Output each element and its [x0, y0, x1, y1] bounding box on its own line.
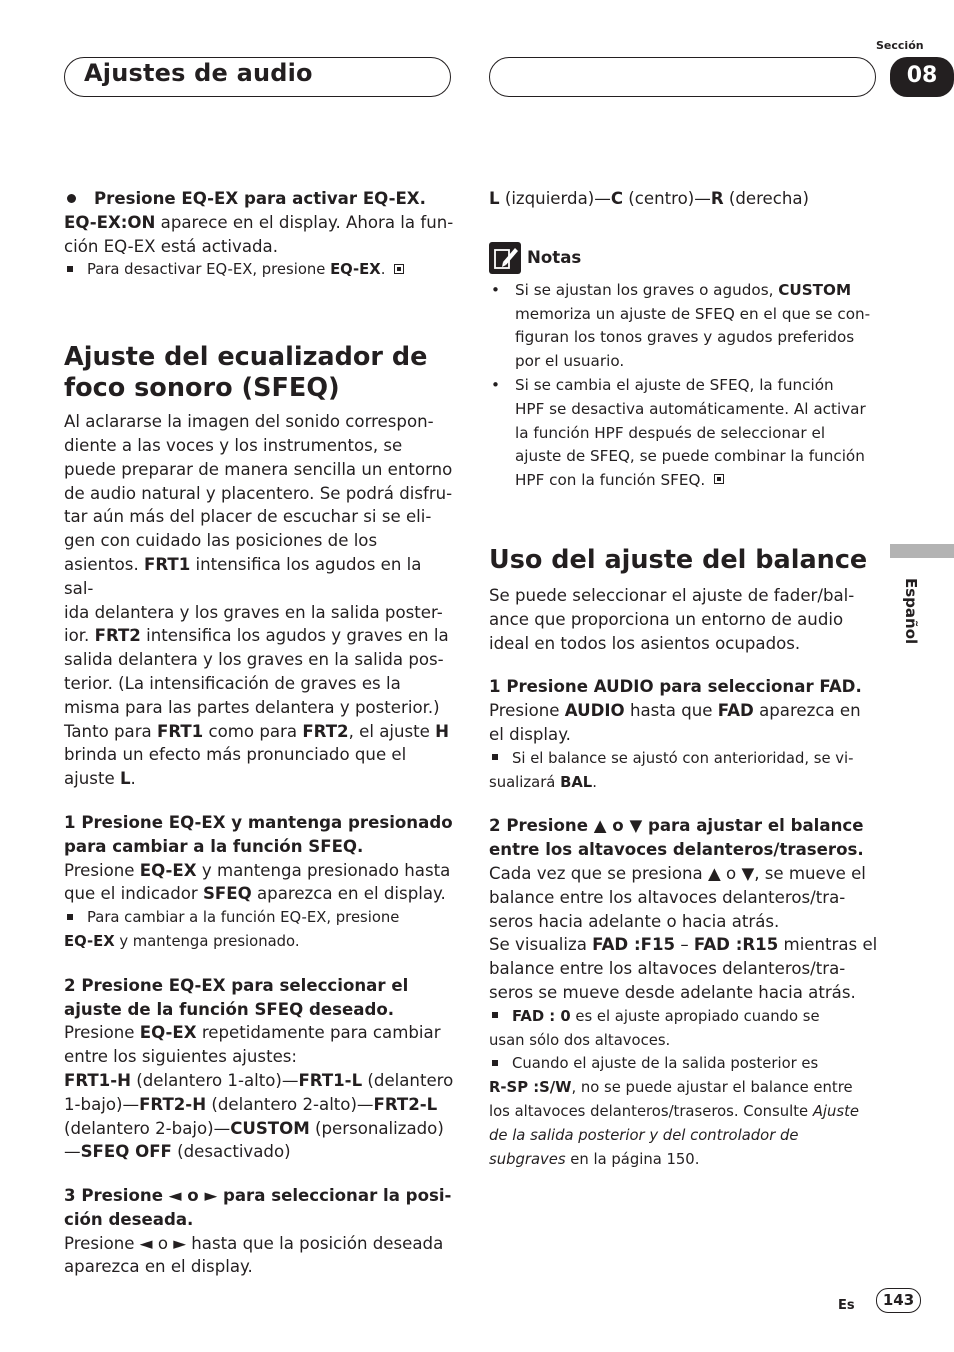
note-line: [489, 469, 881, 493]
balance-step2-note-line: [489, 1076, 881, 1100]
text: Presione: [64, 1023, 140, 1043]
text: EQ-EX: [64, 932, 115, 950]
text: FAD : 0: [512, 1007, 571, 1025]
text: y mantenga presionado hasta: [196, 860, 451, 880]
text: mientras el: [778, 935, 878, 955]
text: Se visualiza: [489, 935, 593, 955]
text: R-SP :S/W: [489, 1079, 572, 1097]
step2-settings: [64, 1069, 454, 1093]
text: EQ-EX: [139, 1023, 197, 1043]
note-line: HPF se desactiva automáticamente. Al activar: [515, 399, 866, 418]
text: FRT2: [302, 721, 349, 741]
text: asientos.: [64, 554, 145, 574]
note-line: por el usuario.: [515, 352, 625, 371]
balance-step2-para: Cada vez que se presiona ▲ o ▼, se mueve el: [489, 863, 866, 883]
note-square-icon: [67, 266, 73, 272]
balance-step2-para: balance entre los altavoces delanteros/tra-: [489, 959, 846, 979]
note-line: la función HPF después de seleccionar el: [515, 423, 826, 442]
language-tab-bar: [890, 544, 954, 558]
balance-step2-note-line: usan sólo dos altavoces.: [489, 1031, 671, 1049]
text: SFEQ: [202, 884, 252, 904]
step1-para: [64, 882, 454, 906]
end-mark-icon: [714, 474, 724, 484]
text: H: [435, 721, 450, 741]
step1-heading: 1 Presione EQ-EX y mantenga presionado: [64, 812, 453, 832]
balance-step1-heading: 1 Presione AUDIO para seleccionar FAD.: [489, 677, 862, 697]
text: Presione: [64, 860, 140, 880]
text: SFEQ OFF: [80, 1142, 172, 1162]
balance-step1-para: el display.: [489, 724, 571, 744]
balance-step2-para: seros se mueve desde adelante hacia atrás.: [489, 982, 856, 1002]
eqex-note: [64, 258, 454, 282]
text: .: [130, 769, 136, 789]
notes-title: Notas: [527, 247, 582, 267]
bullet-dot-icon: [67, 194, 76, 203]
text: 1-bajo)—: [64, 1094, 140, 1114]
sfeq-heading: Ajuste del ecualizador de: [64, 342, 428, 373]
page-title: Ajustes de audio: [84, 59, 313, 87]
language-tab-label: Español: [902, 578, 920, 645]
note-item: [489, 279, 881, 303]
text: FRT2-H: [139, 1094, 207, 1114]
balance-intro-line: ance que proporciona un entorno de audio: [489, 609, 844, 629]
text: (delantero 2-alto)—: [206, 1094, 374, 1114]
sfeq-intro-line: Al aclararse la imagen del sonido correspon-: [64, 412, 434, 432]
sfeq-intro-line: salida delantera y los graves en la salida pos-: [64, 650, 444, 670]
left-column: [64, 187, 454, 1279]
text: (delantero 2-bajo)—: [64, 1118, 231, 1138]
step1-para: [64, 859, 454, 883]
text: los altavoces delanteros/traseros. Consulte: [489, 1102, 813, 1120]
text: que el indicador: [64, 884, 203, 904]
text: , el ajuste: [348, 721, 436, 741]
step1-note-line2: [64, 930, 454, 954]
step2-settings: [64, 1117, 454, 1141]
step2-para: [64, 1021, 454, 1045]
text: Si el balance se ajustó con anterioridad, se vi-: [512, 749, 854, 767]
page-number-badge: 143: [876, 1288, 921, 1313]
text: (derecha): [723, 189, 810, 208]
cross-reference-link[interactable]: de la salida posterior y del controlador de: [489, 1126, 799, 1144]
text: .: [380, 261, 386, 279]
text: ajuste: [64, 769, 120, 789]
sfeq-intro-line: diente a las voces y los instrumentos, se: [64, 435, 403, 455]
text: aparezca en: [753, 701, 861, 721]
text: FAD :F15: [592, 935, 676, 955]
step3-heading: 3 Presione ◄ o ► para seleccionar la posi-: [64, 1186, 452, 1206]
text: y mantenga presionado.: [114, 932, 300, 950]
sfeq-intro-line: brinda un efecto más pronunciado que el: [64, 745, 407, 765]
sfeq-intro-line: gen con cuidado las posiciones de los: [64, 531, 378, 551]
sfeq-heading-line2: foco sonoro (SFEQ): [64, 373, 340, 404]
text: —: [64, 1142, 81, 1162]
note-line: figuran los tonos graves y agudos preferidos: [515, 328, 855, 347]
sfeq-intro-line: ida delantera y los graves en la salida poster-: [64, 602, 443, 622]
text: Para desactivar EQ-EX, presione: [87, 261, 331, 279]
step1-note: [64, 906, 454, 930]
text: ior.: [64, 626, 95, 646]
sfeq-intro-line: [64, 553, 454, 601]
header-empty-pill: [489, 57, 876, 97]
position-options: [489, 187, 881, 211]
text: aparezca en el display.: [251, 884, 446, 904]
text: (desactivado): [171, 1142, 291, 1162]
text: Para cambiar a la función EQ-EX, presione: [87, 909, 400, 927]
balance-intro-line: ideal en todos los asientos ocupados.: [489, 633, 801, 653]
text: repetidamente para cambiar: [196, 1023, 441, 1043]
step2-para: entre los siguientes ajustes:: [64, 1047, 298, 1067]
text: Cuando el ajuste de la salida posterior es: [512, 1055, 819, 1073]
text: hasta que: [624, 701, 718, 721]
text: en la página 150.: [565, 1150, 700, 1168]
balance-step2-note-line: [489, 1148, 881, 1172]
section-label: Sección: [876, 39, 924, 52]
right-column: [489, 187, 881, 1171]
text: EQ-EX: [139, 860, 197, 880]
cross-reference-link[interactable]: subgraves: [489, 1150, 566, 1168]
sfeq-intro-line: de audio natural y placentero. Se podrá disfru-: [64, 483, 453, 503]
text: es el ajuste apropiado cuando se: [570, 1007, 820, 1025]
balance-step2-note-line: [489, 1100, 881, 1124]
balance-step2-para: seros hacia adelante o hacia atrás.: [489, 911, 780, 931]
sfeq-intro-line: tar aún más del placer de escuchar si se eli-: [64, 507, 432, 527]
step2-settings: [64, 1093, 454, 1117]
step1-heading-line2: para cambiar a la función SFEQ.: [64, 836, 364, 856]
balance-step1-note: [489, 747, 881, 771]
text: (izquierda)—: [499, 189, 611, 208]
footer-lang-code: Es: [838, 1298, 855, 1313]
text: Si se ajustan los graves o agudos,: [515, 280, 779, 299]
text: C: [610, 189, 624, 208]
note-square-icon: [67, 914, 73, 920]
step3-heading-line2: ción deseada.: [64, 1209, 194, 1229]
step3-para: aparezca en el display.: [64, 1257, 253, 1277]
cross-reference-link[interactable]: Ajuste: [812, 1102, 860, 1120]
balance-step2-heading: 2 Presione ▲ o ▼ para ajustar el balance: [489, 816, 864, 836]
text: FAD :R15: [693, 935, 779, 955]
eqex-para: [64, 211, 454, 235]
sfeq-intro-line: puede preparar de manera sencilla un entorno: [64, 459, 453, 479]
sfeq-intro-line: terior. (La intensificación de graves es la: [64, 673, 401, 693]
balance-step2-note: [489, 1005, 881, 1029]
text: FRT1: [144, 554, 191, 574]
text: sualizará: [489, 773, 561, 791]
text: intensifica los agudos en la sal-: [64, 554, 422, 598]
step3-para: Presione ◄ o ► hasta que la posición deseada: [64, 1233, 444, 1253]
balance-step1-note-line2: [489, 771, 881, 795]
balance-step2-heading-line2: entre los altavoces delanteros/traseros.: [489, 840, 864, 860]
balance-intro-line: Se puede seleccionar el ajuste de fader/bal-: [489, 585, 855, 605]
section-number-badge: 08: [890, 57, 954, 97]
text: CUSTOM: [778, 280, 852, 299]
text: HPF con la función SFEQ.: [515, 471, 706, 490]
text: FRT1-L: [298, 1070, 363, 1090]
notes-pencil-icon: [489, 242, 521, 274]
text: .: [592, 773, 597, 791]
text: FRT1-H: [64, 1070, 132, 1090]
text: (personalizado): [309, 1118, 444, 1138]
text: FRT2-L: [373, 1094, 438, 1114]
notes-list: [489, 279, 881, 493]
sfeq-intro-line: [64, 720, 454, 744]
balance-step2-para: balance entre los altavoces delanteros/tra-: [489, 887, 846, 907]
note-square-icon: [492, 754, 498, 760]
text: aparece en el display. Ahora la fun-: [155, 212, 454, 232]
step2-heading-line2: ajuste de la función SFEQ deseado.: [64, 999, 395, 1019]
text: FAD: [717, 701, 754, 721]
sfeq-intro-line: [64, 767, 454, 791]
balance-step2-para: [489, 933, 881, 957]
text: intensifica los agudos y graves en la: [140, 626, 449, 646]
note-line: memoriza un ajuste de SFEQ en el que se con-: [515, 304, 871, 323]
text: Tanto para: [64, 721, 157, 741]
text: –: [675, 935, 694, 955]
text: EQ-EX: [330, 261, 381, 279]
balance-step2-note-line: [489, 1124, 881, 1148]
text: (delantero 1-alto)—: [131, 1070, 299, 1090]
note-square-icon: [492, 1012, 498, 1018]
text: (centro)—: [623, 189, 711, 208]
balance-step1-para: [489, 699, 881, 723]
note-item: • Si se cambia el ajuste de SFEQ, la función: [489, 374, 881, 398]
eqex-step-label: Presione EQ-EX para activar EQ-EX.: [94, 189, 426, 208]
sfeq-intro-line: [64, 624, 454, 648]
step2-settings: [64, 1140, 454, 1164]
text: R: [710, 189, 724, 208]
text: CUSTOM: [230, 1118, 310, 1138]
sfeq-intro-line: misma para las partes delantera y posterior.): [64, 697, 440, 717]
notes-header: [489, 241, 881, 275]
note-square-icon: [492, 1060, 498, 1066]
text: L: [119, 769, 131, 789]
note-line: ajuste de SFEQ, se puede combinar la función: [515, 447, 865, 466]
end-mark-icon: [394, 264, 404, 274]
text: (delantero: [362, 1070, 454, 1090]
eqex-on-text: EQ-EX:ON: [64, 212, 156, 232]
text: FRT2: [94, 626, 141, 646]
step2-heading: 2 Presione EQ-EX para seleccionar el: [64, 975, 409, 995]
text: Presione: [489, 701, 565, 721]
text: BAL: [560, 773, 593, 791]
balance-heading: Uso del ajuste del balance: [489, 544, 868, 575]
text: FRT1: [156, 721, 204, 741]
eqex-step: [64, 187, 454, 211]
eqex-para-line: ción EQ-EX está activada.: [64, 236, 278, 256]
balance-step2-note: [489, 1052, 881, 1076]
text: como para: [203, 721, 303, 741]
text: L: [489, 189, 500, 208]
text: , no se puede ajustar el balance entre: [571, 1079, 853, 1097]
text: AUDIO: [564, 701, 625, 721]
